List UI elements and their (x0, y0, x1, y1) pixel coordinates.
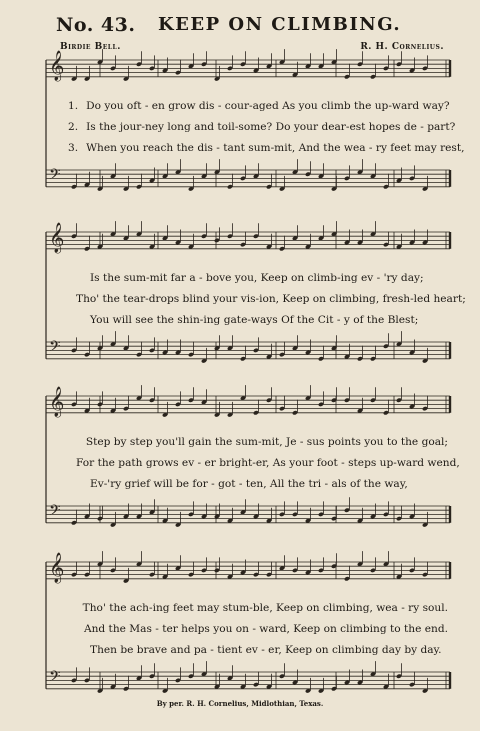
lyric-line (68, 436, 448, 449)
bass-staff (46, 661, 450, 693)
lyric-line (68, 272, 448, 285)
music-system-3 (40, 376, 454, 526)
lyric-text: Is the sum-mit far a - bove you, Keep on climb-ing ev - 'ry day; (90, 272, 424, 284)
composer-credit: R. H. Cornelius. (360, 42, 444, 52)
verse-number (68, 623, 76, 636)
treble-clef-icon: 𝄞 (49, 553, 65, 583)
music-system-1 (40, 40, 454, 190)
bass-clef-icon: 𝄢 (49, 166, 61, 187)
treble-clef-icon: 𝄞 (49, 223, 65, 253)
hymn-number: No. 43. (56, 14, 136, 36)
lyric-line (68, 100, 448, 113)
lyric-text: Step by step you'll gain the sum-mit, Je - sus points you to the goal; (85, 436, 448, 448)
verse-number (68, 436, 78, 449)
lyric-text: Tho' the tear-drops blind your vis-ion, Keep on climbing, fresh-led heart; (76, 293, 466, 305)
lyric-text: Is the jour-ney long and toil-some? Do your dear-est hopes de - part? (86, 121, 456, 133)
lyric-line (68, 478, 448, 491)
verse-number (68, 602, 75, 615)
verse-number (68, 272, 82, 285)
music-system-4 (40, 542, 454, 692)
verse-number: 2. (68, 121, 79, 133)
bass-staff (46, 159, 450, 191)
lyric-line (68, 314, 448, 327)
lyric-text: For the path grows ev - er bright-er, As your foot - steps up-ward wend, (76, 457, 460, 469)
bass-clef-icon: 𝄢 (49, 502, 61, 523)
lyric-line (68, 644, 448, 657)
treble-staff (46, 49, 450, 81)
hymn-title: KEEP ON CLIMBING. (158, 14, 402, 35)
bass-clef-icon: 𝄢 (49, 338, 61, 359)
bass-clef-icon: 𝄢 (49, 668, 61, 689)
verse-number (68, 314, 82, 327)
bass-staff (46, 497, 450, 527)
lyricist-credit: Birdie Bell. (60, 42, 121, 52)
lyric-text: Do you oft - en grow dis - cour-aged As you climb the up-ward way? (86, 100, 450, 112)
lyric-text: When you reach the dis - tant sum-mit, And the wea - ry feet may rest, (86, 142, 465, 154)
lyric-line (68, 602, 448, 615)
verse-number (68, 478, 82, 491)
lyric-line (68, 293, 466, 306)
lyric-text: Ev-'ry grief will be for - got - ten, All the tri - als of the way, (90, 478, 408, 490)
treble-clef-icon: 𝄞 (49, 51, 65, 81)
copyright-footer: By per. R. H. Cornelius, Midlothian, Texas. (156, 699, 324, 708)
treble-staff (46, 385, 450, 417)
lyric-line (68, 457, 460, 470)
verse-number: 1. (68, 100, 79, 112)
treble-staff (46, 551, 450, 583)
bass-staff (46, 331, 450, 363)
lyric-line (68, 142, 465, 155)
verse-number: 3. (68, 142, 79, 154)
lyric-text: You will see the shin-ing gate-ways Of the Cit - y of the Blest; (90, 314, 419, 326)
treble-clef-icon: 𝄞 (49, 387, 65, 417)
lyric-line (68, 623, 448, 636)
verse-number (68, 644, 82, 657)
lyric-text: And the Mas - ter helps you on - ward, Keep on climbing to the end. (83, 623, 448, 635)
music-system-2 (40, 212, 454, 362)
lyric-text: Tho' the ach-ing feet may stum-ble, Keep on climbing, wea - ry soul. (82, 602, 448, 614)
lyric-line (68, 121, 456, 134)
treble-staff (46, 221, 450, 251)
lyric-text: Then be brave and pa - tient ev - er, Keep on climbing day by day. (90, 644, 442, 656)
